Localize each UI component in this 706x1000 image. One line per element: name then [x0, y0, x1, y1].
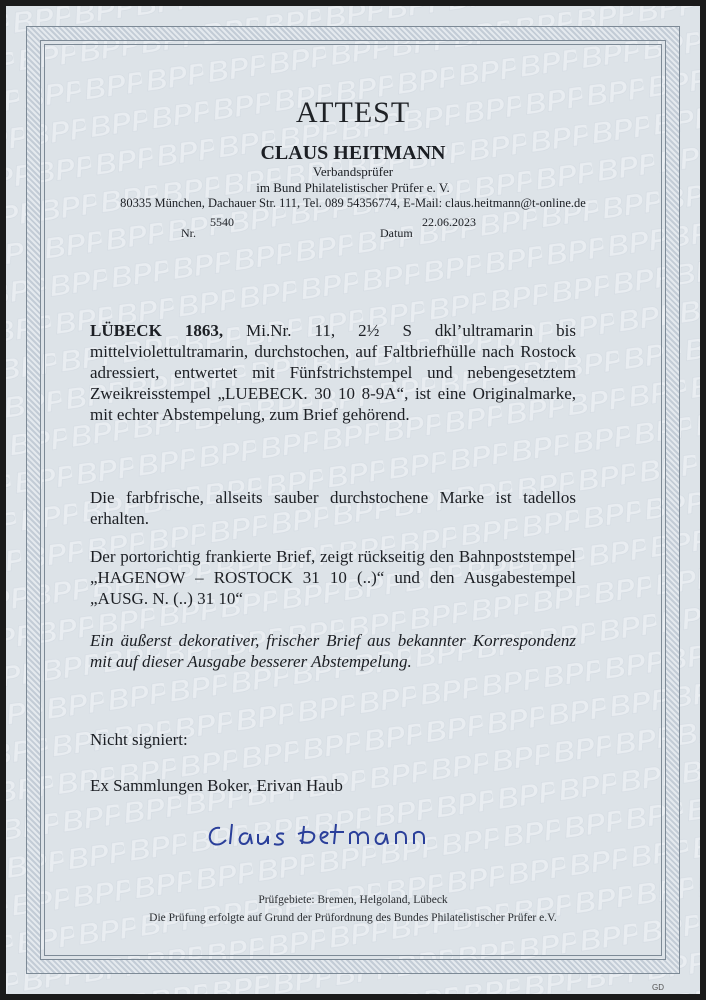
examination-areas: Prüfgebiete: Bremen, Helgoland, Lübeck — [258, 894, 448, 906]
stamp-title: LÜBECK 1863, — [90, 321, 224, 340]
certificate-content — [6, 6, 700, 994]
assessment-paragraph: Ein äußerst dekorativer, frischer Brief aus bekannter Korrespondenz mit auf dieser Ausgabe besserer Abstempelung. — [90, 631, 576, 671]
date-label: Datum — [380, 226, 413, 240]
handwritten-signature — [204, 818, 434, 854]
cover-paragraph: Der portorichtig frankierte Brief, zeigt rückseitig den Bahnpoststempel „HAGENOW – ROSTOCK 31 10 (..)“ und den Ausgabestempel „AUSG. N. (..) 31 10“ — [90, 547, 576, 608]
certificate-date: 22.06.2023 — [422, 215, 476, 229]
condition-paragraph: Die farbfrische, allseits sauber durchstochene Marke ist tadellos erhalten. — [90, 488, 576, 528]
certificate-sheet — [6, 6, 700, 994]
certificate-title: ATTEST — [295, 96, 411, 129]
description-paragraph — [90, 320, 576, 425]
signed-status: Nicht signiert: — [90, 730, 188, 749]
certificate-number: 5540 — [210, 215, 234, 229]
examiner-name: CLAUS HEITMANN — [260, 142, 446, 164]
examiner-association: im Bund Philatelistischer Prüfer e. V. — [256, 180, 450, 195]
examiner-role: Verbandsprüfer — [312, 164, 394, 179]
gd-logo-mark: GD — [652, 983, 664, 992]
certificate-number-label: Nr. — [181, 226, 196, 240]
provenance: Ex Sammlungen Boker, Erivan Haub — [90, 776, 343, 795]
stamp-description: Mi.Nr. 11, 2½ S dkl’ultramarin bis mittelviolettultramarin, durchstochen, auf Faltbriefhülle nach Rostock adressiert, entwertet mit Fünfstrichstempel und nebengesetztem Zweikreisstempel „LUEBECK. 30 10 8-9A“, ist eine Originalmarke, mit echter Abstempelung, zum Brief gehörend. — [90, 321, 576, 424]
examination-rules-note: Die Prüfung erfolgte auf Grund der Prüfordnung des Bundes Philatelistischer Prüfer e.V. — [149, 912, 557, 924]
examiner-address: 80335 München, Dachauer Str. 111, Tel. 089 54356774, E-Mail: claus.heitmann@t-online.de — [120, 196, 586, 210]
